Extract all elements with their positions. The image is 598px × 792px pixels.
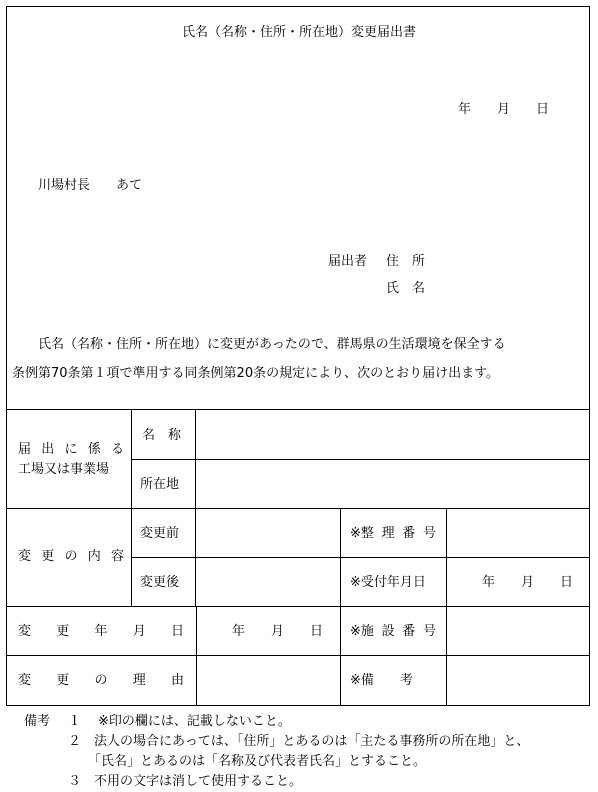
notes-heading: 備考	[24, 714, 51, 729]
after-input[interactable]	[196, 558, 339, 605]
notifier-label: 届出者	[328, 254, 368, 269]
table-divider	[131, 409, 132, 606]
date-field[interactable]: 年 月 日	[458, 102, 550, 117]
table-divider	[340, 508, 341, 706]
addressee: 川場村長 あて	[38, 178, 143, 193]
body-text-line-2: 条例第70条第１項で準用する同条例第20条の規定により、次のとおり届け出ます。	[12, 366, 500, 381]
document-title: 氏名（名称・住所・所在地）変更届出書	[181, 25, 416, 40]
name-field-label: 名 称	[142, 428, 182, 443]
name-label: 氏 名	[386, 281, 426, 296]
received-date-label: ※受付年月日	[350, 575, 426, 590]
notes-section	[24, 712, 529, 792]
body-text-line-1: 氏名（名称・住所・所在地）に変更があったので、群馬県の生活環境を保全する	[38, 337, 506, 352]
note-3	[24, 772, 529, 792]
note-2	[24, 732, 529, 752]
facility-number-input[interactable]	[447, 607, 589, 654]
facility-number-label: ※施 設 番 号	[350, 624, 436, 639]
ref-number-label: ※整 理 番 号	[350, 526, 436, 541]
note-2-number: ２	[68, 734, 82, 749]
change-date-value[interactable]: 年 月 日	[232, 624, 324, 639]
ref-number-input[interactable]	[447, 509, 589, 556]
factory-label-line-1: 届 出 に 係 る	[18, 442, 124, 457]
reason-input[interactable]	[197, 656, 339, 705]
change-content-label: 変 更 の 内 容	[18, 549, 124, 564]
address-label: 住 所	[386, 254, 426, 269]
after-label: 変更後	[140, 575, 180, 590]
remarks-label: ※備 考	[350, 673, 413, 688]
note-2-text-line-2: 「氏名」とあるのは「名称及び代表者氏名」とすること。	[88, 754, 427, 769]
note-2-text-line-1: 法人の場合にあっては、「住所」とあるのは「主たる事務所の所在地」と、	[94, 734, 530, 749]
reason-label: 変 更 の 理 由	[18, 673, 184, 688]
note-2-continued	[24, 752, 529, 772]
before-input[interactable]	[196, 509, 339, 556]
location-field-label: 所在地	[140, 477, 180, 492]
note-3-text: 不用の文字は消して使用すること。	[94, 774, 303, 789]
before-label: 変更前	[140, 526, 180, 541]
note-1-text: ※印の欄には、記載しないこと。	[98, 714, 291, 729]
name-input[interactable]	[196, 410, 589, 458]
note-1-number: １	[68, 714, 82, 729]
factory-label-line-2: 工場又は事業場	[18, 462, 110, 477]
note-3-number: ３	[68, 774, 82, 789]
received-date-value[interactable]: 年 月 日	[482, 575, 574, 590]
change-date-label: 変 更 年 月 日	[18, 624, 184, 639]
note-1	[24, 712, 529, 732]
location-input[interactable]	[196, 460, 589, 507]
remarks-input[interactable]	[447, 656, 589, 705]
